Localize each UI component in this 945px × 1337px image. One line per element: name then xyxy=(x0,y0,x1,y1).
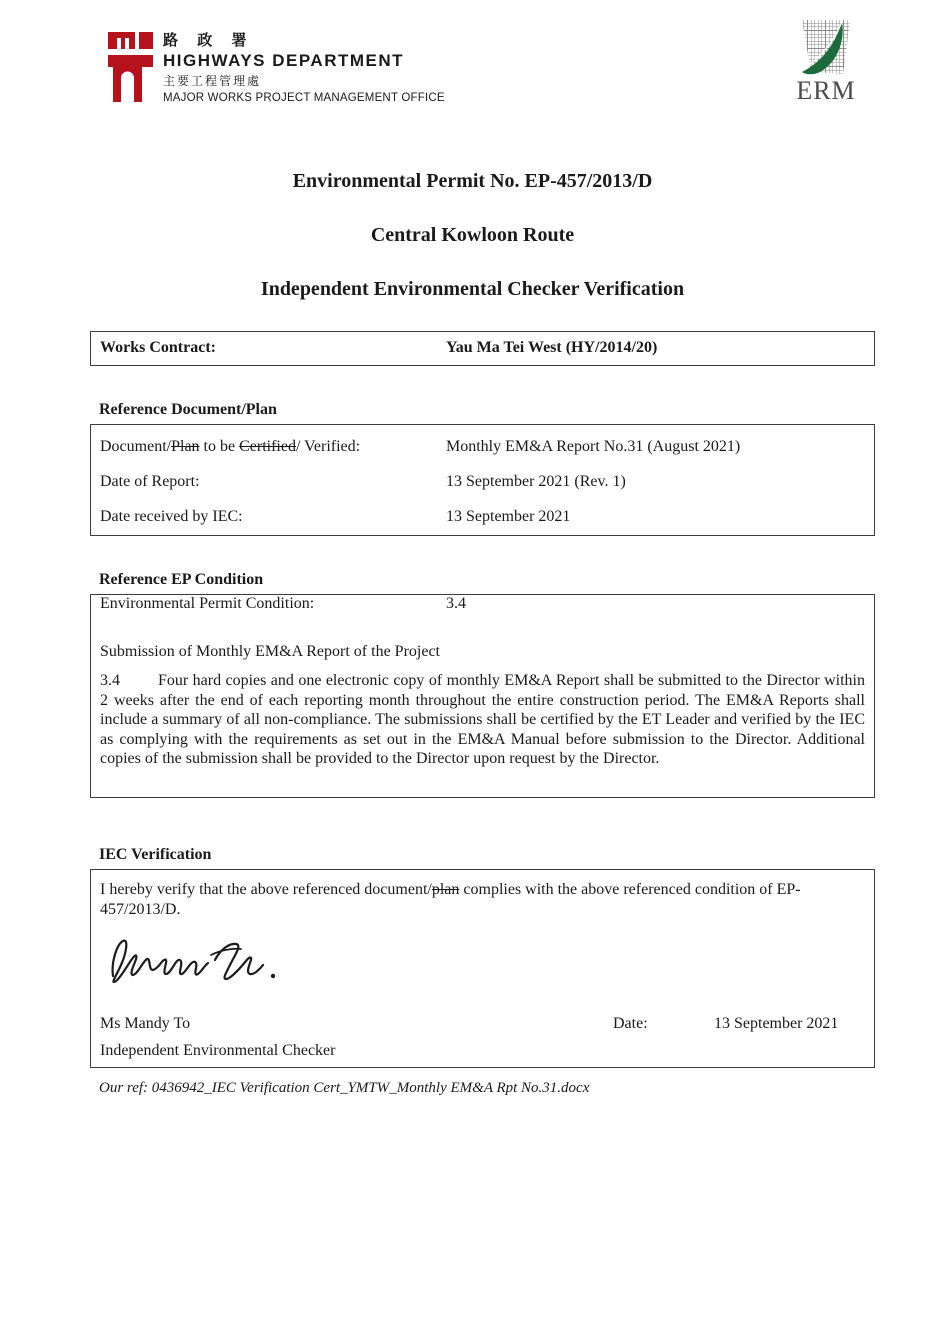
office-name-english: MAJOR WORKS PROJECT MANAGEMENT OFFICE xyxy=(163,92,445,104)
verification-statement xyxy=(100,880,865,920)
label-part-struck: Certified xyxy=(239,438,296,455)
erm-logo xyxy=(790,20,862,112)
project-title: Central Kowloon Route xyxy=(370,224,575,246)
label-part: Document/ xyxy=(100,438,172,455)
date-received-value: 13 September 2021 xyxy=(446,508,571,525)
date-of-report-value: 13 September 2021 (Rev. 1) xyxy=(446,473,626,490)
statement-part: I hereby verify that the above referenced document/ xyxy=(100,881,432,898)
ep-condition-clause xyxy=(100,671,865,769)
date-value: 13 September 2021 xyxy=(714,1015,839,1032)
reference-ep-box xyxy=(90,594,875,798)
hyd-emblem-icon xyxy=(105,30,155,104)
date-of-report-label: Date of Report: xyxy=(100,473,200,490)
label-part-struck: Plan xyxy=(171,438,200,455)
clause-text: Four hard copies and one electronic copy of monthly EM&A Report shall be submitted to the Director within 2 weeks after the end of each reporting month throughout the entire construction period. The EM&A Reports shall include a summary of all non-compliance. The submissions shall be certified by the ET Leader and verified by the IEC as complying with the requirements as set out in the EM&A Manual before submission to the Director. Additional copies of the submission shall be provided to the Director upon request by the Director. xyxy=(100,672,865,768)
reference-ep-section-title: Reference EP Condition xyxy=(99,571,264,588)
reference-document-section-title: Reference Document/Plan xyxy=(99,401,277,418)
office-name-chinese: 主要工程管理處 xyxy=(163,74,262,88)
ep-condition-subject: Submission of Monthly EM&A Report of the Project xyxy=(100,643,440,660)
signatory-name: Ms Mandy To xyxy=(100,1015,191,1032)
highways-department-wordmark xyxy=(163,31,583,106)
document-type-title: Independent Environmental Checker Verification xyxy=(260,278,685,300)
signature xyxy=(105,928,295,995)
works-contract-value: Yau Ma Tei West (HY/2014/20) xyxy=(446,339,658,356)
iec-verification-box xyxy=(90,869,875,1068)
iec-verification-section-title: IEC Verification xyxy=(99,846,212,863)
works-contract-label: Works Contract: xyxy=(100,339,216,356)
dept-name-chinese: 路 政 署 xyxy=(163,31,254,49)
highways-department-logo-icon xyxy=(105,30,155,104)
date-label: Date: xyxy=(613,1015,648,1032)
document-to-be-verified-value: Monthly EM&A Report No.31 (August 2021) xyxy=(446,438,741,455)
clause-number: 3.4 xyxy=(100,672,120,689)
statement-part-struck: plan xyxy=(431,881,460,898)
label-part: to be xyxy=(199,438,240,455)
signature-icon xyxy=(105,928,295,990)
works-contract-box xyxy=(90,331,875,366)
reference-document-box xyxy=(90,424,875,536)
erm-logo-text: ERM xyxy=(796,76,856,105)
ep-condition-value: 3.4 xyxy=(446,595,466,612)
label-part: / Verified: xyxy=(295,438,361,455)
permit-number-title: Environmental Permit No. EP-457/2013/D xyxy=(292,170,653,192)
ep-condition-label: Environmental Permit Condition: xyxy=(100,595,315,612)
document-to-be-verified-label xyxy=(100,438,360,456)
our-ref-line: Our ref: 0436942_IEC Verification Cert_YMTW_Monthly EM&A Rpt No.31.docx xyxy=(99,1080,590,1096)
dept-name-english: HIGHWAYS DEPARTMENT xyxy=(163,51,405,70)
signatory-title: Independent Environmental Checker xyxy=(100,1042,336,1059)
date-received-label: Date received by IEC: xyxy=(100,508,243,525)
statement-part: complies with the above referenced condition of EP-457/2013/D. xyxy=(100,881,801,918)
erm-leaf-icon xyxy=(796,18,856,78)
